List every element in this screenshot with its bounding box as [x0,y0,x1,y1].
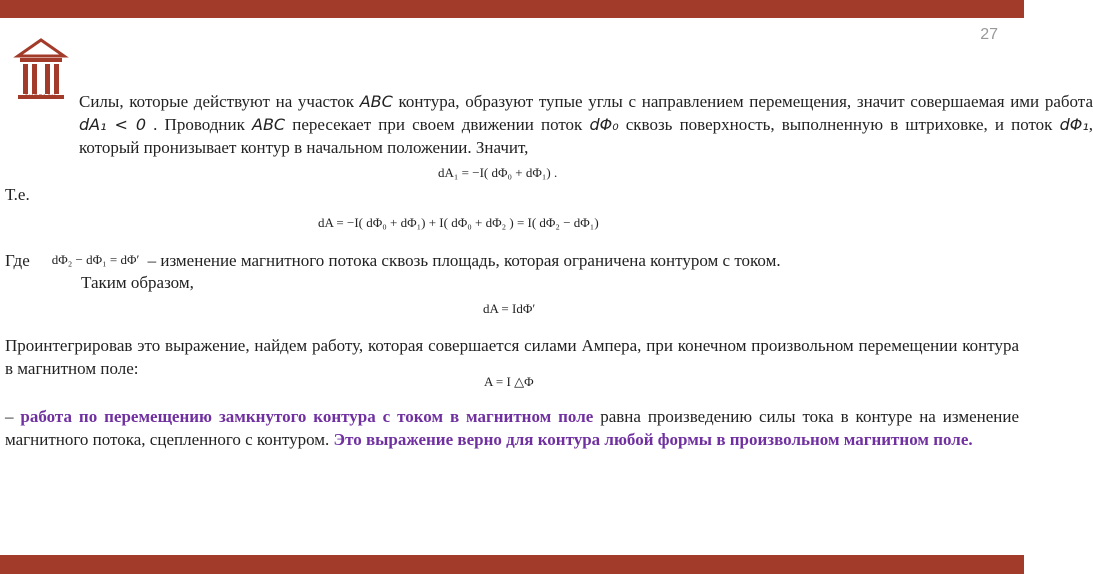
formula-da1: dA₁ = −I( dΦ₀ + dΦ₁) . [438,165,558,180]
where-line [5,249,1019,273]
paragraph-3: – работа по перемещению замкнутого контура с током в магнитном поле равна произведению силы тока в контуре на изменение магнитного потока, сцепленного с контуром. Это выражение верно для контура любой формы в произвольном магнитном поле. [5,407,1020,449]
paragraph-2: Проинтегрировав это выражение, найдем работу, которая совершается силами Ампера, при конечном произвольном перемещении контура в магнитном поле: [5,336,1019,378]
where-label: Где [5,251,30,270]
paragraph-1: Силы, которые действуют на участок ABC контура, образуют тупые углы с направлением перемещения, значит совершаемая ими работа dA₁ < 0 . Проводник ABC пересекает при своем движении поток dΦ₀ сквозь поверхность, выполненную в штриховке, и поток dΦ₁, который пронизывает контур в начальном положении. Значит, [79,92,1093,157]
formula-dphi-prime: dΦ₂ − dΦ₁ = dΦ′ [51,252,140,267]
logo-text: СИБГАСУ [24,95,56,101]
highlight-definition: работа по перемещению замкнутого контура с током в магнитном поле [20,407,594,426]
formula-da: dA = −I( dΦ₀ + dΦ₁) + I( dΦ₀ + dΦ₂ ) = I( dΦ₂ − dΦ₁) [318,215,599,230]
where-text: – изменение магнитного потока сквозь площадь, которая ограничена контуром с током. [143,251,781,270]
formula-da-idphi: dA = IdΦ′ [483,301,536,316]
top-accent-bar [0,0,1024,18]
te-label: Т.е. [5,185,30,204]
highlight-conclusion: Это выражение верно для контура любой формы в произвольном магнитном поле. [333,430,973,449]
formula-a: A = I △Φ [484,374,534,389]
page-number: 27 [980,26,998,43]
thus-text: Таким образом, [81,273,194,292]
bottom-accent-bar [0,555,1024,574]
